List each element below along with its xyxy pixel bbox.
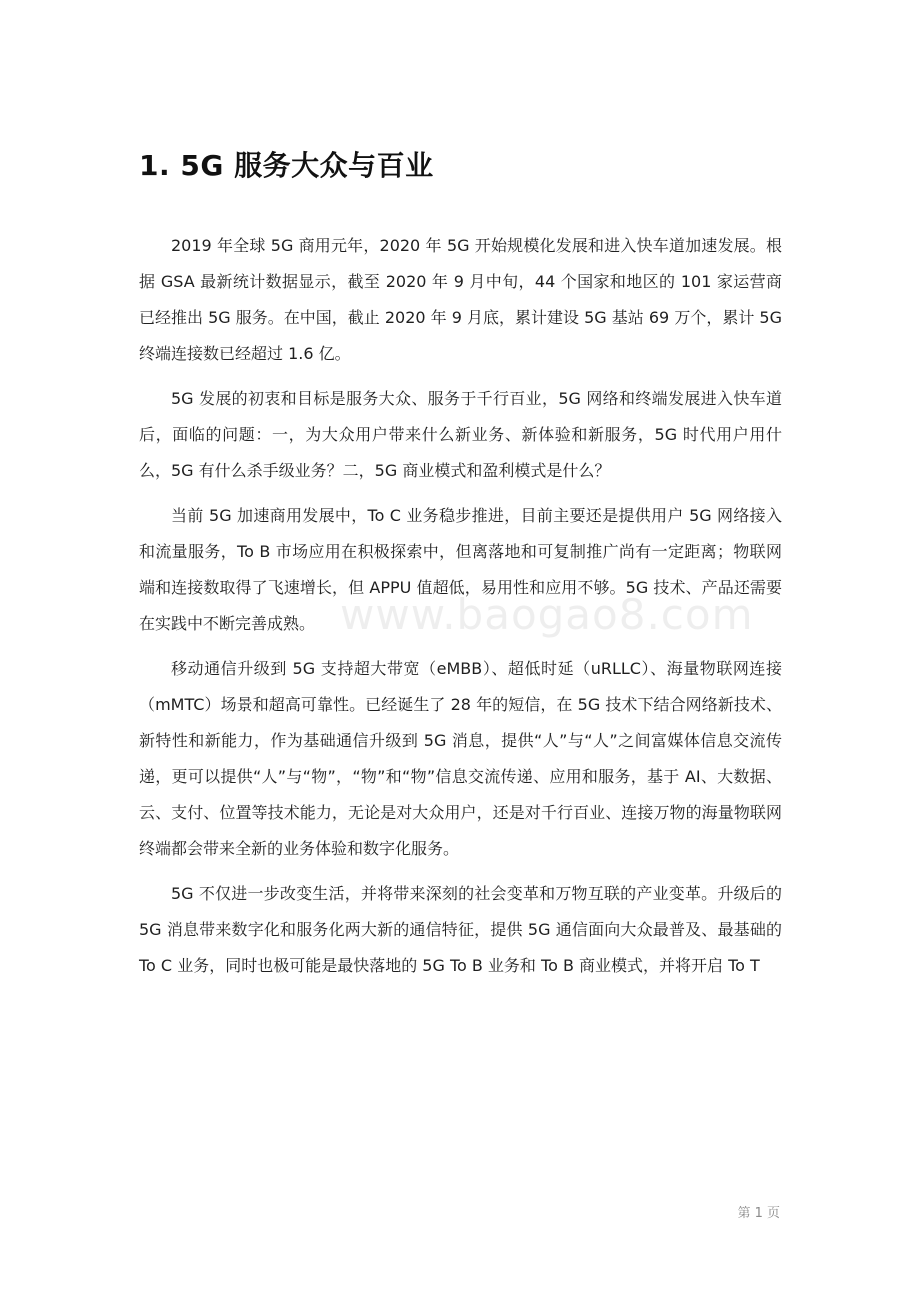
paragraph-1: 2019 年全球 5G 商用元年，2020 年 5G 开始规模化发展和进入快车道加速发展。根据 GSA 最新统计数据显示，截至 2020 年 9 月中旬，44 个国家和地区的 101 家运营商已经推出 5G 服务。在中国，截止 2020 年 9 月底，累计建设 5G 基站 69 万个，累计 5G 终端连接数已经超过 1.6 亿。	[139, 236, 782, 363]
page-number: 第 1 页	[737, 1206, 780, 1221]
section-heading: 1. 5G 服务大众与百业	[139, 149, 434, 182]
paragraph-4: 移动通信升级到 5G 支持超大带宽（eMBB）、超低时延（uRLLC）、海量物联网连接（mMTC）场景和超高可靠性。已经诞生了 28 年的短信，在 5G 技术下结合网络新技术、新特性和新能力，作为基础通信升级到 5G 消息，提供“人”与“人”之间富媒体信息交流传递，更可以提供“人”与“物”，“物”和“物”信息交流传递、应用和服务，基于 AI、大数据、云、支付、位置等技术能力，无论是对大众用户，还是对千行百业、连接万物的海量物联网终端都会带来全新的业务体验和数字化服务。	[139, 659, 782, 858]
body-text	[139, 228, 782, 993]
paragraph-2: 5G 发展的初衷和目标是服务大众、服务于千行百业，5G 网络和终端发展进入快车道后，面临的问题：一，为大众用户带来什么新业务、新体验和新服务，5G 时代用户用什么，5G 有什么杀手级业务？二，5G 商业模式和盈利模式是什么？	[139, 389, 782, 480]
paragraph-3: 当前 5G 加速商用发展中，To C 业务稳步推进，目前主要还是提供用户 5G 网络接入和流量服务，To B 市场应用在积极探索中，但离落地和可复制推广尚有一定距离；物联网端和连接数取得了飞速增长，但 APPU 值超低，易用性和应用不够。5G 技术、产品还需要在实践中不断完善成熟。	[139, 506, 782, 633]
paragraph-5: 5G 不仅进一步改变生活，并将带来深刻的社会变革和万物互联的产业变革。升级后的 5G 消息带来数字化和服务化两大新的通信特征，提供 5G 通信面向大众最普及、最基础的 To C 业务，同时也极可能是最快落地的 5G To B 业务和 To B 商业模式，并将开启 To T	[139, 884, 782, 975]
watermark: www.baogao8.com	[340, 590, 754, 639]
